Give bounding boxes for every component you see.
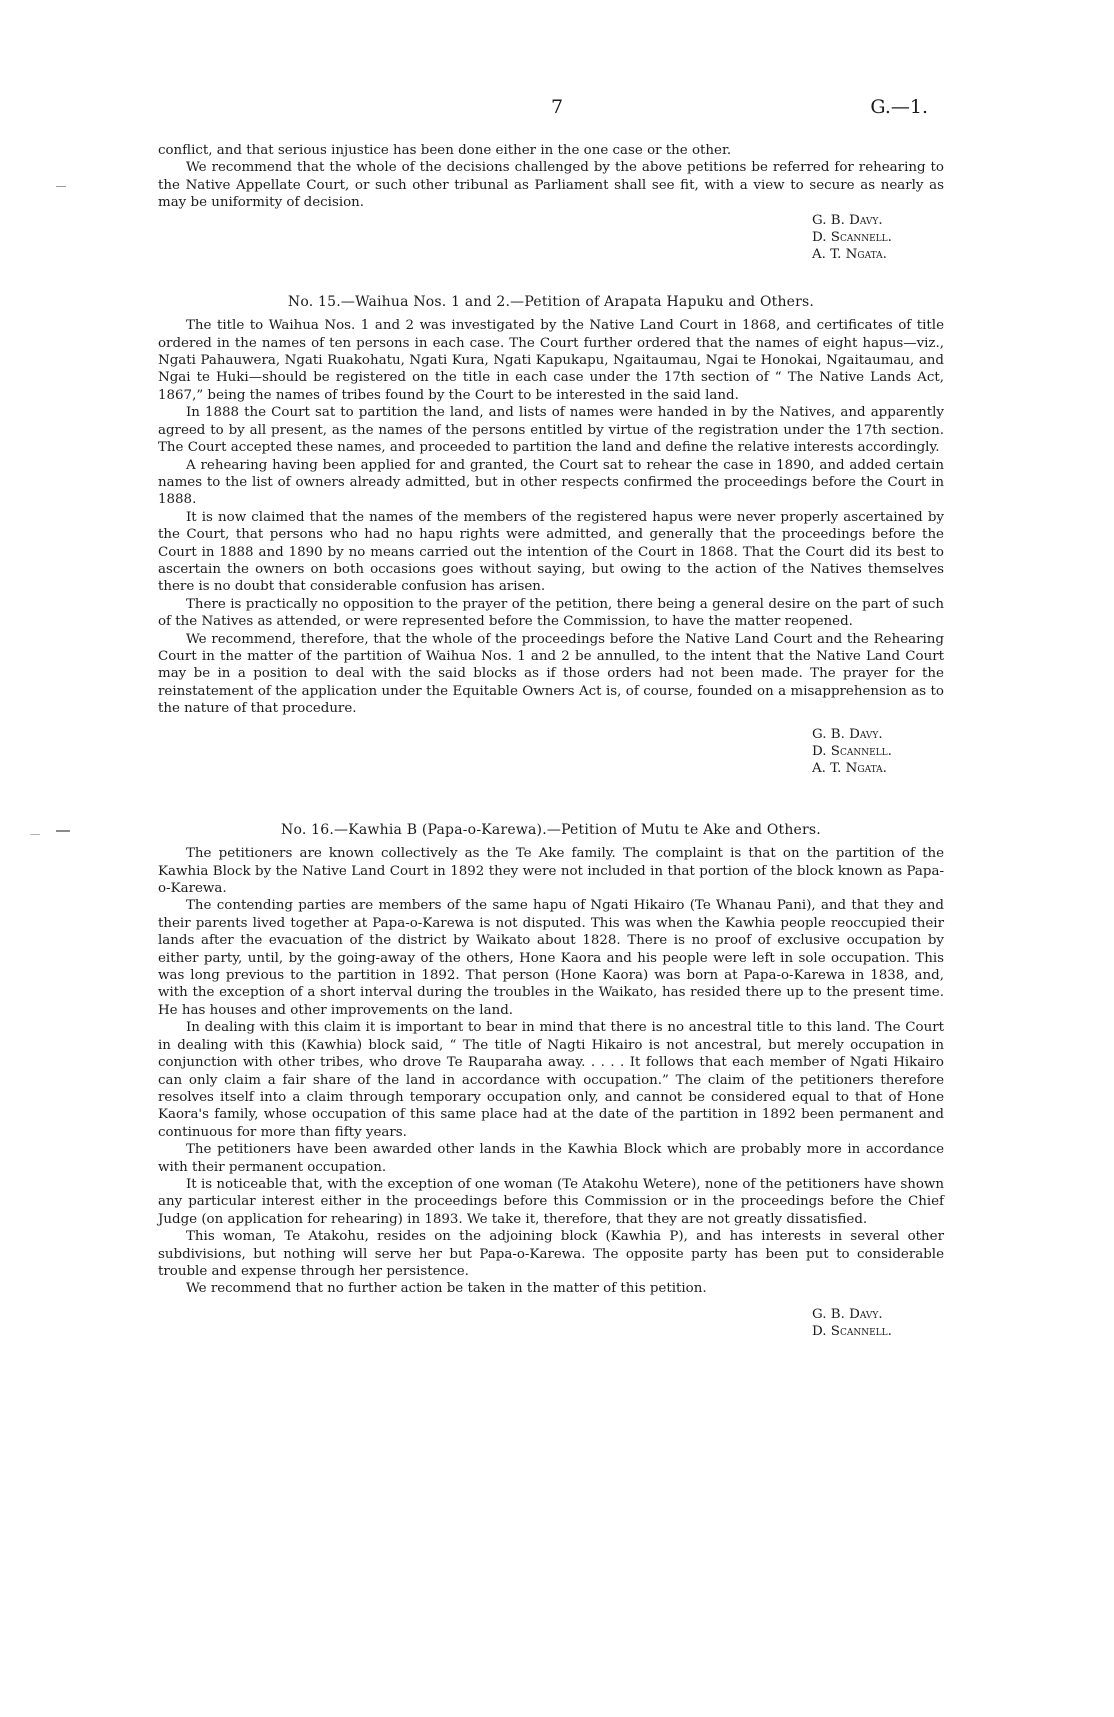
paragraph: We recommend that no further action be taken in the matter of this petition. xyxy=(186,1281,707,1297)
margin-mark xyxy=(56,186,66,187)
signatory: G. B. Davy. xyxy=(812,726,883,742)
paragraph: The petitioners have been awarded other lands in the Kawhia Block which are probably more in accordance with their permanent occupation. xyxy=(158,1142,944,1175)
document-reference: G.—1. xyxy=(870,96,928,118)
signatory: G. B. Davy. xyxy=(812,212,883,228)
paragraph: There is practically no opposition to the prayer of the petition, there being a general desire on the part of such of the Natives as attended, or were represented before the Commission, to have the matter reopened. xyxy=(158,596,944,630)
margin-mark xyxy=(30,834,40,835)
signatory: D. Scannell. xyxy=(812,744,892,759)
section-heading: No. 15.—Waihua Nos. 1 and 2.—Petition of Arapata Hapuku and Others. xyxy=(287,293,815,310)
paragraph: The petitioners are known collectively as the Te Ake family. The complaint is that on the partition of the Kawhia Block by the Native Land Court in 1892 they were not included in that portion of the block known as Papa-o-Karewa. xyxy=(158,846,944,897)
signatory: D. Scannell. xyxy=(812,1324,892,1340)
paragraph: In 1888 the Court sat to partition the land, and lists of names were handed in by the Natives, and apparently agreed to by all present, as the names of the persons entitled by virtue of the registration under the 17th section. The Court accepted these names, and proceeded to partition the land and define the relative interests accordingly. xyxy=(158,405,944,456)
signatory: D. Scannell. xyxy=(812,230,892,246)
section-heading: No. 16.—Kawhia B (Papa-o-Karewa).—Petition of Mutu te Ake and Others. xyxy=(281,821,821,838)
paragraph: We recommend that the whole of the decisions challenged by the above petitions be referred for rehearing to the Native Appellate Court, or such other tribunal as Parliament shall see fit, with a view to secure as nearly as may be uniformity of decision. xyxy=(158,160,944,211)
signatory: G. B. Davy. xyxy=(812,1306,883,1322)
paragraph: This woman, Te Atakohu, resides on the adjoining block (Kawhia P), and has interests in several other subdivisions, but nothing will serve her but Papa-o-Karewa. The opposite party has been put to considerable trouble and expense through her persistence. xyxy=(158,1229,944,1279)
paragraph: The contending parties are members of the same hapu of Ngati Hikairo (Te Whanau Pani), and that they and their parents lived together at Papa-o-Karewa is not disputed. This was when the Kawhia people reoccupied their lands after the evacuation of the district by Waikato about 1828. There is no proof of exclusive occupation by either party, until, by the going-away of the others, Hone Kaora and his people were left in sole occupation. This was long previous to the partition in 1892. That person (Hone Kaora) was born at Papa-o-Karewa in 1838, and, with the exception of a short interval during the troubles in the Waikato, has resided there up to the present time. He has houses and other improvements on the land. xyxy=(158,898,944,1018)
paragraph: A rehearing having been applied for and granted, the Court sat to rehear the case in 1890, and added certain names to the list of owners already admitted, but in other respects confirmed the proceedings before the Court in 1888. xyxy=(158,457,944,508)
paragraph: It is now claimed that the names of the members of the registered hapus were never properly ascertained by the Court, that persons who had no hapu rights were admitted, and generally that the proceedings before the Court in 1888 and 1890 by no means carried out the intention of the Court in 1868. That the Court did its best to ascertain the owners on both occasions goes without saying, but owing to the action of the Natives themselves there is no doubt that considerable confusion has arisen. xyxy=(158,509,944,595)
signatory: A. T. Ngata. xyxy=(812,247,887,263)
document-body xyxy=(158,142,944,1341)
signature-block xyxy=(812,1306,942,1341)
margin-mark xyxy=(56,830,70,832)
signature-block xyxy=(812,212,942,264)
signatory: A. T. Ngata. xyxy=(812,761,887,777)
paragraph: The title to Waihua Nos. 1 and 2 was investigated by the Native Land Court in 1868, and certificates of title ordered in the names of ten persons in each case. The Court further ordered that the names of eight hapus—viz., Ngati Pahauwera, Ngati Ruakohatu, Ngati Kura, Ngati Kapukapu, Ngaitaumau, Ngai te Honokai, Ngaitaumau, and Ngai te Huki—should be registered on the title in each case under the 17th section of “ The Native Lands Act, 1867,” being the names of tribes found by the Court to be interested in the said land. xyxy=(158,318,944,403)
page-header xyxy=(0,96,1114,120)
page-number: 7 xyxy=(550,96,564,118)
paragraph: It is noticeable that, with the exception of one woman (Te Atakohu Wetere), none of the petitioners have shown any particular interest either in the proceedings before this Commission or in the proceedings before the Chief Judge (on application for rehearing) in 1893. We take it, therefore, that they are not greatly dissatisfied. xyxy=(158,1176,944,1227)
paragraph: We recommend, therefore, that the whole of the proceedings before the Native Land Court and the Rehearing Court in the matter of the partition of Waihua Nos. 1 and 2 be annulled, to the intent that the Native Land Court may be in a position to deal with the said blocks as if those orders had not been made. The prayer for the reinstatement of the application under the Equitable Owners Act is, of course, founded on a misapprehension as to the nature of that procedure. xyxy=(158,631,944,717)
paragraph: In dealing with this claim it is important to bear in mind that there is no ancestral title to this land. The Court in dealing with this (Kawhia) block said, “ The title of Nagti Hikairo is not ancestral, but merely occupation in conjunction with other tribes, who drove Te Rauparaha away. . . . . It follows that each member of Ngati Hikairo can only claim a fair share of the land in accordance with occupation.” The claim of the petitioners therefore resolves itself into a claim through temporary occupation only, and cannot be considered equal to that of Hone Kaora's family, whose occupation of this same place had at the date of the partition in 1892 been permanent and continuous for more than fifty years. xyxy=(158,1020,944,1140)
signature-block xyxy=(812,726,942,778)
paragraph: conflict, and that serious injustice has been done either in the one case or the other. xyxy=(158,143,732,158)
